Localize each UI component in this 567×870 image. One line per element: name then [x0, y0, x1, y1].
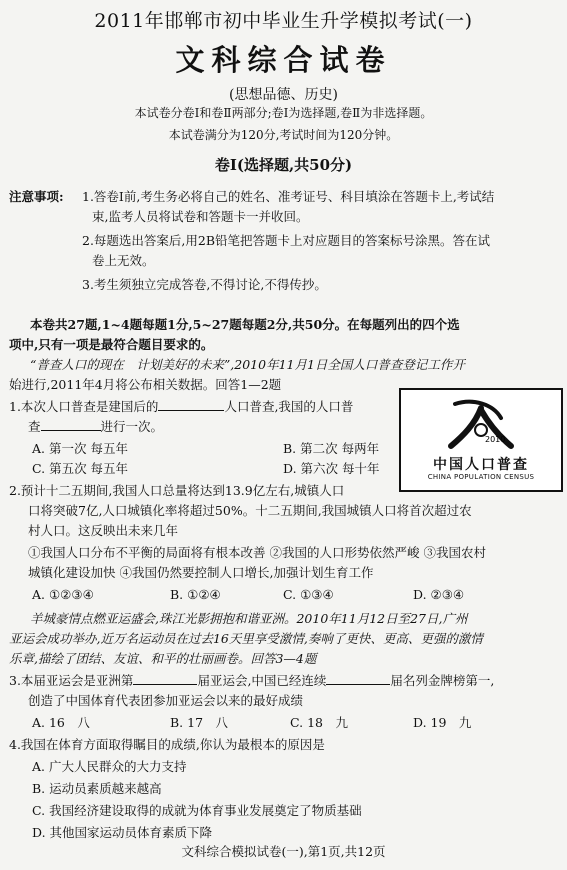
- paper-title: 文科综合试卷: [175, 43, 392, 77]
- question-3-part-a: 3.本届亚运会是亚洲第: [9, 673, 134, 688]
- census-logo: [399, 388, 563, 492]
- answer-blank: [158, 398, 224, 411]
- paper-structure-note: 本试卷分卷Ⅰ和卷Ⅱ两部分;卷Ⅰ为选择题,卷Ⅱ为非选择题。: [134, 106, 433, 120]
- question-2-option-c: C. ①③④: [283, 587, 334, 602]
- question-1-option-c: C. 第五次 每五年: [32, 461, 129, 476]
- instruction-line-1: 本卷共27题,1~4题每题1分,5~27题每题2分,共50分。在每题列出的四个选: [30, 317, 460, 332]
- question-4-option-c: C. 我国经济建设取得的成就为体育事业发展奠定了物质基础: [32, 803, 362, 818]
- answer-blank: [41, 418, 101, 431]
- question-2-statements-1: ①我国人口分布不平衡的局面将有根本改善 ②我国的人口形势依然严峻 ③我国农村: [28, 545, 486, 560]
- census-intro-line-2: 始进行,2011年4月将公布相关数据。回答1—2题: [9, 377, 282, 392]
- question-1-part-b: 人口普查,我国的人口普: [224, 399, 354, 414]
- question-1-part-c: 查: [28, 419, 41, 434]
- census-logo-en: CHINA POPULATION CENSUS: [427, 473, 535, 481]
- question-2-statements-2: 城镇化建设加快 ④我国仍然要控制人口增长,加强计划生育工作: [28, 565, 374, 580]
- question-3-line-2: 创造了中国体育代表团参加亚运会以来的最好成绩: [28, 693, 304, 708]
- notice-item-1: 1.答卷Ⅰ前,考生务必将自己的姓名、准考证号、科目填涂在答题卡上,考试结: [82, 189, 495, 204]
- census-logo-year: 2010: [485, 435, 506, 444]
- question-3-part-b: 届亚运会,中国已经连续: [197, 673, 327, 688]
- question-3-option-d: D. 19 九: [413, 715, 472, 730]
- question-1-option-d: D. 第六次 每十年: [283, 461, 380, 476]
- question-4-option-b: B. 运动员素质越来越高: [32, 781, 162, 796]
- answer-blank: [326, 672, 390, 685]
- paper-score-note: 本试卷满分为120分,考试时间为120分钟。: [168, 128, 399, 142]
- question-3-option-c: C. 18 九: [290, 715, 348, 730]
- question-2-option-b: B. ①②④: [170, 587, 221, 602]
- census-logo-cn: 中国人口普查: [433, 457, 529, 473]
- question-2-option-d: D. ②③④: [413, 587, 465, 602]
- question-4-option-d: D. 其他国家运动员体育素质下降: [32, 825, 213, 840]
- census-intro-line-1: “普查人口的现在 计划美好的未来”,2010年11月1日全国人口普查登记工作开: [30, 357, 465, 372]
- notice-label: 注意事项:: [9, 189, 64, 204]
- page-footer: 文科综合模拟试卷(一),第1页,共12页: [181, 844, 386, 859]
- question-2-option-a: A. ①②③④: [32, 587, 94, 602]
- question-1-option-b: B. 第二次 每两年: [283, 441, 380, 456]
- section-title: 卷Ⅰ(选择题,共50分): [214, 156, 353, 174]
- games-intro-line-1: 羊城豪情点燃亚运盛会,珠江光影拥抱和谐亚洲。2010年11月12日至27日,广州: [30, 611, 468, 626]
- question-1-stem: [9, 398, 353, 416]
- games-intro-line-3: 乐章,描绘了团结、友谊、和平的壮丽画卷。回答3—4题: [9, 651, 317, 666]
- notice-item-1-cont: 束,监考人员将试卷和答题卡一并收回。: [92, 209, 309, 224]
- question-3-option-b: B. 17 八: [170, 715, 229, 730]
- instruction-line-2: 项中,只有一项是最符合题目要求的。: [9, 337, 214, 352]
- question-2-line-3: 村人口。这反映出未来几年: [28, 523, 179, 538]
- notice-item-3: 3.考生须独立完成答卷,不得讨论,不得传抄。: [82, 277, 327, 292]
- question-3-option-a: A. 16 八: [32, 715, 90, 730]
- paper-subjects: (思想品德、历史): [229, 87, 338, 103]
- question-4-option-a: A. 广大人民群众的大力支持: [32, 759, 187, 774]
- notice-item-2: 2.每题选出答案后,用2B铅笔把答题卡上对应题目的答案标号涂黑。答在试: [82, 233, 491, 248]
- question-1-part-a: 1.本次人口普查是建国后的: [9, 399, 159, 414]
- exam-name: 2011年邯郸市初中毕业生升学模拟考试(一): [94, 10, 473, 32]
- notice-item-2-cont: 卷上无效。: [92, 253, 155, 268]
- question-3-stem: [9, 672, 494, 690]
- answer-blank: [133, 672, 197, 685]
- census-logo-icon: [445, 396, 517, 454]
- games-intro-line-2: 亚运会成功举办,近万名运动员在过去16天里享受激情,奏响了更快、更高、更强的激情: [9, 631, 483, 646]
- question-2-line-1: 2.预计十二五期间,我国人口总量将达到13.9亿左右,城镇人口: [9, 483, 345, 498]
- question-2-line-2: 口将突破7亿,人口城镇化率将超过50%。十二五期间,我国城镇人口将首次超过农: [28, 503, 472, 518]
- question-1-part-d: 进行一次。: [100, 419, 164, 434]
- question-3-part-c: 届名列金牌榜第一,: [390, 673, 495, 688]
- question-1-option-a: A. 第一次 每五年: [32, 441, 128, 456]
- question-4-stem: 4.我国在体育方面取得瞩目的成绩,你认为最根本的原因是: [9, 737, 325, 752]
- question-1-stem-cont: [28, 418, 163, 436]
